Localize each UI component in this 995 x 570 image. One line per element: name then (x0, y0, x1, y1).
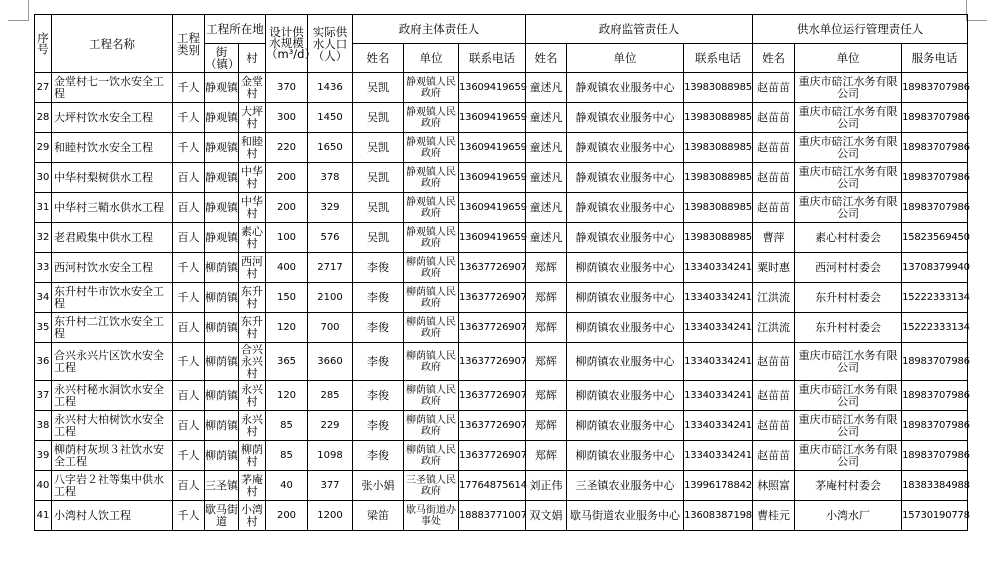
town-cell: 静观镇 (205, 73, 239, 103)
project-type-cell: 千人 (173, 103, 205, 133)
header-ops-group: 供水单位运行管理责任人 (753, 15, 968, 44)
ops-unit-cell: 重庆市碚江水务有限公司 (795, 103, 902, 133)
project-name-cell: 金堂村七一饮水安全工程 (52, 73, 173, 103)
sup-unit-cell: 柳荫镇农业服务中心 (567, 411, 684, 441)
ops-unit-cell: 东升村村委会 (795, 313, 902, 343)
town-cell: 静观镇 (205, 163, 239, 193)
ops-name-cell: 赵苗苗 (753, 103, 795, 133)
ops-phone-cell: 15823569450 (902, 223, 968, 253)
sup-name-cell: 童述凡 (526, 133, 567, 163)
town-cell: 静观镇 (205, 133, 239, 163)
sup-phone-cell: 13983088985 (684, 193, 753, 223)
sup-phone-cell: 13983088985 (684, 133, 753, 163)
gov-phone-cell: 13609419659 (459, 223, 526, 253)
population-cell: 1436 (308, 73, 353, 103)
table-row (35, 501, 968, 531)
seq-cell: 34 (35, 283, 52, 313)
ops-phone-cell: 13708379940 (902, 253, 968, 283)
capacity-cell: 85 (266, 441, 308, 471)
ops-unit-cell: 重庆市碚江水务有限公司 (795, 193, 902, 223)
gov-phone-cell: 13609419659 (459, 193, 526, 223)
project-name-cell: 大坪村饮水安全工程 (52, 103, 173, 133)
header-gov-name: 姓名 (353, 44, 404, 73)
gov-name-cell: 吴凯 (353, 103, 404, 133)
ops-unit-cell: 重庆市碚江水务有限公司 (795, 381, 902, 411)
project-type-cell: 千人 (173, 343, 205, 381)
gov-name-cell: 李俊 (353, 283, 404, 313)
project-type-cell: 千人 (173, 253, 205, 283)
ops-phone-cell: 18983707986 (902, 133, 968, 163)
seq-cell: 40 (35, 471, 52, 501)
gov-unit-cell: 三圣镇人民政府 (404, 471, 459, 501)
sup-unit-cell: 静观镇农业服务中心 (567, 223, 684, 253)
ops-name-cell: 林照富 (753, 471, 795, 501)
village-cell: 西河村 (239, 253, 266, 283)
ops-phone-cell: 15222333134 (902, 283, 968, 313)
table-row (35, 193, 968, 223)
water-supply-responsibility-table (34, 14, 968, 531)
sup-name-cell: 郑辉 (526, 411, 567, 441)
sup-name-cell: 郑辉 (526, 381, 567, 411)
sup-name-cell: 童述凡 (526, 163, 567, 193)
gov-phone-cell: 13637726907 (459, 411, 526, 441)
capacity-cell: 200 (266, 163, 308, 193)
gov-phone-cell: 17764875614 (459, 471, 526, 501)
town-cell: 静观镇 (205, 223, 239, 253)
gov-name-cell: 梁笛 (353, 501, 404, 531)
capacity-cell: 400 (266, 253, 308, 283)
header-project-type: 工程类别 (173, 15, 205, 73)
ops-name-cell: 曹萍 (753, 223, 795, 253)
header-population: 实际供水人口（人） (308, 15, 353, 73)
capacity-cell: 200 (266, 193, 308, 223)
capacity-cell: 40 (266, 471, 308, 501)
table-row (35, 313, 968, 343)
sup-unit-cell: 歇马街道农业服务中心 (567, 501, 684, 531)
project-type-cell: 千人 (173, 441, 205, 471)
table-row (35, 253, 968, 283)
sup-unit-cell: 柳荫镇农业服务中心 (567, 343, 684, 381)
gov-phone-cell: 13637726907 (459, 283, 526, 313)
ops-name-cell: 赵苗苗 (753, 133, 795, 163)
village-cell: 茅庵村 (239, 471, 266, 501)
project-name-cell: 东升村二江饮水安全工程 (52, 313, 173, 343)
ops-phone-cell: 18983707986 (902, 411, 968, 441)
gov-name-cell: 李俊 (353, 411, 404, 441)
project-name-cell: 永兴村大柏树饮水安全工程 (52, 411, 173, 441)
gov-name-cell: 李俊 (353, 381, 404, 411)
village-cell: 和睦村 (239, 133, 266, 163)
ops-phone-cell: 18983707986 (902, 441, 968, 471)
town-cell: 柳荫镇 (205, 343, 239, 381)
ops-unit-cell: 重庆市碚江水务有限公司 (795, 163, 902, 193)
table-row (35, 133, 968, 163)
village-cell: 中华村 (239, 163, 266, 193)
project-name-cell: 和睦村饮水安全工程 (52, 133, 173, 163)
ops-phone-cell: 15730190778 (902, 501, 968, 531)
gov-unit-cell: 静观镇人民政府 (404, 223, 459, 253)
project-type-cell: 千人 (173, 283, 205, 313)
gov-unit-cell: 柳荫镇人民政府 (404, 411, 459, 441)
sup-phone-cell: 13340334241 (684, 381, 753, 411)
sup-phone-cell: 13340334241 (684, 283, 753, 313)
population-cell: 1450 (308, 103, 353, 133)
project-type-cell: 百人 (173, 313, 205, 343)
header-ops-name: 姓名 (753, 44, 795, 73)
sup-phone-cell: 13983088985 (684, 223, 753, 253)
project-type-cell: 百人 (173, 381, 205, 411)
gov-name-cell: 张小娟 (353, 471, 404, 501)
header-seq: 序号 (35, 15, 52, 73)
sup-phone-cell: 13340334241 (684, 253, 753, 283)
gov-phone-cell: 13637726907 (459, 381, 526, 411)
seq-cell: 33 (35, 253, 52, 283)
sup-phone-cell: 13608387198 (684, 501, 753, 531)
sup-name-cell: 郑辉 (526, 441, 567, 471)
sup-name-cell: 童述凡 (526, 223, 567, 253)
village-cell: 金堂村 (239, 73, 266, 103)
gov-phone-cell: 13609419659 (459, 103, 526, 133)
ops-unit-cell: 小湾水厂 (795, 501, 902, 531)
gov-name-cell: 李俊 (353, 253, 404, 283)
header-capacity: 设计供水规模（m³/d） (266, 15, 308, 73)
sup-name-cell: 郑辉 (526, 343, 567, 381)
seq-cell: 28 (35, 103, 52, 133)
project-type-cell: 百人 (173, 163, 205, 193)
capacity-cell: 300 (266, 103, 308, 133)
sup-name-cell: 童述凡 (526, 73, 567, 103)
population-cell: 3660 (308, 343, 353, 381)
town-cell: 歇马街道 (205, 501, 239, 531)
village-cell: 素心村 (239, 223, 266, 253)
project-type-cell: 千人 (173, 133, 205, 163)
population-cell: 378 (308, 163, 353, 193)
sup-name-cell: 童述凡 (526, 103, 567, 133)
population-cell: 2717 (308, 253, 353, 283)
project-type-cell: 百人 (173, 471, 205, 501)
gov-unit-cell: 静观镇人民政府 (404, 193, 459, 223)
seq-cell: 30 (35, 163, 52, 193)
ops-name-cell: 赵苗苗 (753, 381, 795, 411)
ops-unit-cell: 茅庵村村委会 (795, 471, 902, 501)
gov-phone-cell: 13609419659 (459, 73, 526, 103)
gov-unit-cell: 静观镇人民政府 (404, 73, 459, 103)
gov-name-cell: 李俊 (353, 441, 404, 471)
gov-unit-cell: 歇马街道办事处 (404, 501, 459, 531)
gov-name-cell: 吴凯 (353, 133, 404, 163)
project-type-cell: 千人 (173, 501, 205, 531)
gov-phone-cell: 13637726907 (459, 313, 526, 343)
sup-unit-cell: 静观镇农业服务中心 (567, 193, 684, 223)
ops-name-cell: 赵苗苗 (753, 193, 795, 223)
table-row (35, 103, 968, 133)
ops-unit-cell: 东升村村委会 (795, 283, 902, 313)
project-name-cell: 八字岩２社等集中供水工程 (52, 471, 173, 501)
capacity-cell: 120 (266, 313, 308, 343)
sup-name-cell: 刘正伟 (526, 471, 567, 501)
town-cell: 柳荫镇 (205, 313, 239, 343)
gov-name-cell: 吴凯 (353, 163, 404, 193)
sup-name-cell: 郑辉 (526, 313, 567, 343)
sup-phone-cell: 13340334241 (684, 343, 753, 381)
gov-name-cell: 吴凯 (353, 193, 404, 223)
project-name-cell: 永兴村秘水洞饮水安全工程 (52, 381, 173, 411)
table-row (35, 441, 968, 471)
town-cell: 柳荫镇 (205, 441, 239, 471)
seq-cell: 27 (35, 73, 52, 103)
project-name-cell: 老君殿集中供水工程 (52, 223, 173, 253)
capacity-cell: 220 (266, 133, 308, 163)
town-cell: 三圣镇 (205, 471, 239, 501)
sup-unit-cell: 柳荫镇农业服务中心 (567, 441, 684, 471)
population-cell: 700 (308, 313, 353, 343)
gov-unit-cell: 柳荫镇人民政府 (404, 441, 459, 471)
project-name-cell: 柳荫村灰坝３社饮水安全工程 (52, 441, 173, 471)
ops-phone-cell: 18983707986 (902, 103, 968, 133)
ops-phone-cell: 18983707986 (902, 163, 968, 193)
ops-name-cell: 赵苗苗 (753, 73, 795, 103)
town-cell: 静观镇 (205, 103, 239, 133)
capacity-cell: 370 (266, 73, 308, 103)
seq-cell: 41 (35, 501, 52, 531)
sup-phone-cell: 13340334241 (684, 411, 753, 441)
project-name-cell: 西河村饮水安全工程 (52, 253, 173, 283)
ops-unit-cell: 素心村村委会 (795, 223, 902, 253)
sup-unit-cell: 柳荫镇农业服务中心 (567, 313, 684, 343)
table-row (35, 471, 968, 501)
village-cell: 小湾村 (239, 501, 266, 531)
gov-phone-cell: 13637726907 (459, 253, 526, 283)
project-name-cell: 中华村三鞘水供水工程 (52, 193, 173, 223)
seq-cell: 31 (35, 193, 52, 223)
population-cell: 285 (308, 381, 353, 411)
gov-unit-cell: 柳荫镇人民政府 (404, 253, 459, 283)
ops-unit-cell: 重庆市碚江水务有限公司 (795, 73, 902, 103)
population-cell: 1650 (308, 133, 353, 163)
header-sup-group: 政府监管责任人 (526, 15, 753, 44)
gov-unit-cell: 静观镇人民政府 (404, 103, 459, 133)
capacity-cell: 365 (266, 343, 308, 381)
sup-unit-cell: 静观镇农业服务中心 (567, 163, 684, 193)
project-type-cell: 百人 (173, 193, 205, 223)
gov-phone-cell: 13609419659 (459, 133, 526, 163)
ops-phone-cell: 18983707986 (902, 381, 968, 411)
sup-name-cell: 郑辉 (526, 283, 567, 313)
sup-phone-cell: 13340334241 (684, 441, 753, 471)
population-cell: 1098 (308, 441, 353, 471)
ops-unit-cell: 重庆市碚江水务有限公司 (795, 441, 902, 471)
sup-name-cell: 郑辉 (526, 253, 567, 283)
gov-name-cell: 吴凯 (353, 223, 404, 253)
ops-name-cell: 赵苗苗 (753, 411, 795, 441)
seq-cell: 32 (35, 223, 52, 253)
ops-phone-cell: 18383384988 (902, 471, 968, 501)
gov-unit-cell: 静观镇人民政府 (404, 133, 459, 163)
gov-unit-cell: 静观镇人民政府 (404, 163, 459, 193)
capacity-cell: 150 (266, 283, 308, 313)
header-ops-unit: 单位 (795, 44, 902, 73)
ops-phone-cell: 18983707986 (902, 343, 968, 381)
gov-unit-cell: 柳荫镇人民政府 (404, 381, 459, 411)
header-town: 街（镇） (205, 45, 240, 71)
sup-unit-cell: 静观镇农业服务中心 (567, 133, 684, 163)
header-project-name: 工程名称 (52, 15, 173, 73)
header-village: 村 (239, 44, 266, 73)
ops-name-cell: 赵苗苗 (753, 163, 795, 193)
project-type-cell: 百人 (173, 223, 205, 253)
project-name-cell: 合兴永兴片区饮水安全工程 (52, 343, 173, 381)
page-corner-mark-right (966, 0, 987, 21)
sup-unit-cell: 静观镇农业服务中心 (567, 103, 684, 133)
header-ops-phone: 服务电话 (902, 44, 968, 73)
capacity-cell: 120 (266, 381, 308, 411)
seq-cell: 35 (35, 313, 52, 343)
population-cell: 229 (308, 411, 353, 441)
population-cell: 2100 (308, 283, 353, 313)
ops-unit-cell: 重庆市碚江水务有限公司 (795, 133, 902, 163)
population-cell: 329 (308, 193, 353, 223)
gov-phone-cell: 13637726907 (459, 343, 526, 381)
gov-phone-cell: 18883771007 (459, 501, 526, 531)
ops-unit-cell: 重庆市碚江水务有限公司 (795, 411, 902, 441)
village-cell: 东升村 (239, 313, 266, 343)
ops-name-cell: 江洪流 (753, 313, 795, 343)
sup-unit-cell: 柳荫镇农业服务中心 (567, 283, 684, 313)
sup-unit-cell: 柳荫镇农业服务中心 (567, 381, 684, 411)
ops-name-cell: 江洪流 (753, 283, 795, 313)
ops-unit-cell: 西河村村委会 (795, 253, 902, 283)
sup-name-cell: 双文娟 (526, 501, 567, 531)
village-cell: 永兴村 (239, 381, 266, 411)
gov-name-cell: 李俊 (353, 343, 404, 381)
project-type-cell: 千人 (173, 73, 205, 103)
ops-name-cell: 粟时惠 (753, 253, 795, 283)
table-row (35, 381, 968, 411)
gov-unit-cell: 柳荫镇人民政府 (404, 313, 459, 343)
seq-cell: 37 (35, 381, 52, 411)
ops-name-cell: 赵苗苗 (753, 343, 795, 381)
table-row (35, 73, 968, 103)
sup-phone-cell: 13996178842 (684, 471, 753, 501)
header-gov-phone: 联系电话 (459, 44, 526, 73)
ops-phone-cell: 18983707986 (902, 73, 968, 103)
village-cell: 柳荫村 (239, 441, 266, 471)
project-name-cell: 小湾村人饮工程 (52, 501, 173, 531)
project-type-cell: 百人 (173, 411, 205, 441)
seq-cell: 29 (35, 133, 52, 163)
table-row (35, 223, 968, 253)
sup-name-cell: 童述凡 (526, 193, 567, 223)
table-row (35, 343, 968, 381)
header-sup-unit: 单位 (567, 44, 684, 73)
sup-unit-cell: 三圣镇农业服务中心 (567, 471, 684, 501)
capacity-cell: 200 (266, 501, 308, 531)
town-cell: 柳荫镇 (205, 381, 239, 411)
sup-unit-cell: 柳荫镇农业服务中心 (567, 253, 684, 283)
capacity-cell: 100 (266, 223, 308, 253)
sup-phone-cell: 13983088985 (684, 103, 753, 133)
population-cell: 1200 (308, 501, 353, 531)
population-cell: 576 (308, 223, 353, 253)
town-cell: 柳荫镇 (205, 411, 239, 441)
village-cell: 合兴永兴村 (239, 343, 266, 381)
table-row (35, 283, 968, 313)
village-cell: 永兴村 (239, 411, 266, 441)
project-name-cell: 中华村梨树供水工程 (52, 163, 173, 193)
ops-phone-cell: 18983707986 (902, 193, 968, 223)
village-cell: 东升村 (239, 283, 266, 313)
page-corner-mark-left (8, 0, 29, 21)
ops-name-cell: 曹桂元 (753, 501, 795, 531)
seq-cell: 38 (35, 411, 52, 441)
gov-phone-cell: 13609419659 (459, 163, 526, 193)
sup-phone-cell: 13983088985 (684, 163, 753, 193)
gov-unit-cell: 柳荫镇人民政府 (404, 283, 459, 313)
sup-unit-cell: 静观镇农业服务中心 (567, 73, 684, 103)
project-name-cell: 东升村牛市饮水安全工程 (52, 283, 173, 313)
ops-name-cell: 赵苗苗 (753, 441, 795, 471)
seq-cell: 36 (35, 343, 52, 381)
village-cell: 中华村 (239, 193, 266, 223)
sup-phone-cell: 13983088985 (684, 73, 753, 103)
town-cell: 柳荫镇 (205, 253, 239, 283)
ops-phone-cell: 15222333134 (902, 313, 968, 343)
table-row (35, 411, 968, 441)
town-cell: 柳荫镇 (205, 283, 239, 313)
village-cell: 大坪村 (239, 103, 266, 133)
ops-unit-cell: 重庆市碚江水务有限公司 (795, 343, 902, 381)
header-gov-group: 政府主体责任人 (353, 15, 526, 44)
gov-name-cell: 李俊 (353, 313, 404, 343)
seq-cell: 39 (35, 441, 52, 471)
gov-unit-cell: 柳荫镇人民政府 (404, 343, 459, 381)
gov-name-cell: 吴凯 (353, 73, 404, 103)
header-sup-phone: 联系电话 (684, 44, 753, 73)
header-gov-unit: 单位 (404, 44, 459, 73)
sup-phone-cell: 13340334241 (684, 313, 753, 343)
capacity-cell: 85 (266, 411, 308, 441)
header-location: 工程所在地 (205, 15, 266, 44)
header-sup-name: 姓名 (526, 44, 567, 73)
population-cell: 377 (308, 471, 353, 501)
town-cell: 静观镇 (205, 193, 239, 223)
gov-phone-cell: 13637726907 (459, 441, 526, 471)
table-row (35, 163, 968, 193)
